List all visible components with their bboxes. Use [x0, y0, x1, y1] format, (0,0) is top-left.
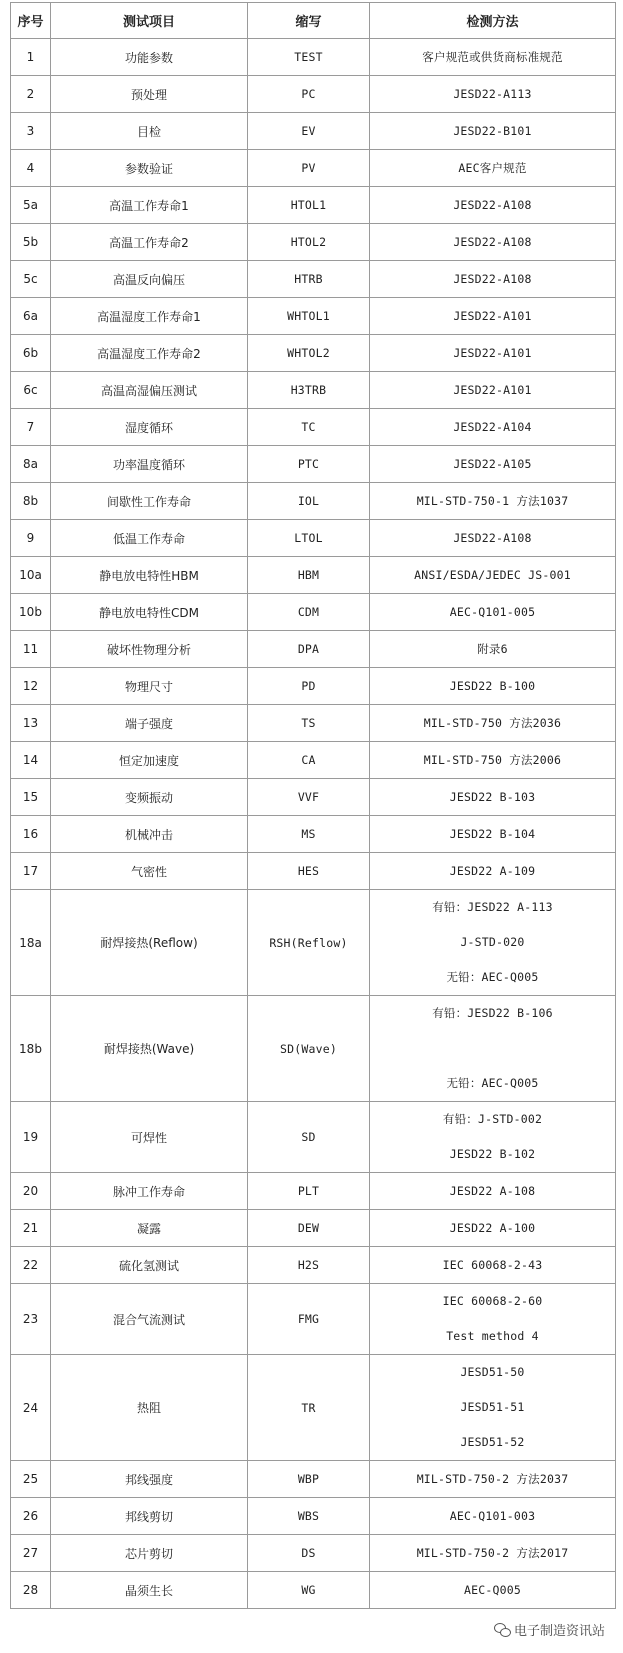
table-body	[11, 39, 616, 1609]
test-item-abbr: RSH(Reflow)	[248, 890, 370, 996]
row-number: 7	[11, 409, 51, 446]
test-method-line: Test method 4	[446, 1329, 539, 1343]
table-row	[11, 372, 616, 409]
test-item-name: 高温工作寿命1	[51, 187, 248, 224]
test-item-name: 变频振动	[51, 779, 248, 816]
watermark-text: 电子制造资讯站	[513, 1624, 605, 1639]
test-item-abbr: HBM	[248, 557, 370, 594]
test-item-abbr: TEST	[248, 39, 370, 76]
test-item-abbr: HTRB	[248, 261, 370, 298]
test-method: 附录6	[370, 631, 616, 668]
test-method-line: 无铅：AEC-Q005	[446, 1076, 539, 1090]
test-method-cell	[370, 996, 616, 1102]
test-item-abbr: HTOL1	[248, 187, 370, 224]
test-item-name: 硫化氢测试	[51, 1247, 248, 1284]
header-no: 序号	[11, 3, 51, 39]
row-number: 6b	[11, 335, 51, 372]
test-method: JESD22-A108	[370, 187, 616, 224]
table-row	[11, 1355, 616, 1461]
table-row	[11, 187, 616, 224]
row-number: 16	[11, 816, 51, 853]
test-method: AEC客户规范	[370, 150, 616, 187]
table-row	[11, 779, 616, 816]
test-method-line: JESD51-50	[460, 1365, 525, 1379]
table-row	[11, 1461, 616, 1498]
test-item-name: 湿度循环	[51, 409, 248, 446]
test-item-name: 混合气流测试	[51, 1284, 248, 1355]
test-method: JESD22 B-103	[370, 779, 616, 816]
test-item-name: 耐焊接热(Reflow)	[51, 890, 248, 996]
test-item-abbr: WG	[248, 1572, 370, 1609]
table-row	[11, 1498, 616, 1535]
test-item-name: 晶须生长	[51, 1572, 248, 1609]
test-method-line: 有铅：JESD22 A-113	[432, 900, 553, 914]
row-number: 3	[11, 113, 51, 150]
test-method: AEC-Q101-005	[370, 594, 616, 631]
test-method-line: JESD22 B-102	[449, 1147, 536, 1161]
test-item-name: 预处理	[51, 76, 248, 113]
row-number: 18b	[11, 996, 51, 1102]
table-row	[11, 594, 616, 631]
watermark	[490, 1618, 609, 1641]
test-method: JESD22-B101	[370, 113, 616, 150]
test-item-name: 功率温度循环	[51, 446, 248, 483]
test-method: JESD22-A105	[370, 446, 616, 483]
test-item-abbr: EV	[248, 113, 370, 150]
row-number: 18a	[11, 890, 51, 996]
table-row	[11, 446, 616, 483]
table-row	[11, 705, 616, 742]
test-method: IEC 60068-2-43	[370, 1247, 616, 1284]
table-row	[11, 890, 616, 996]
test-item-abbr: PLT	[248, 1173, 370, 1210]
test-item-abbr: CA	[248, 742, 370, 779]
row-number: 13	[11, 705, 51, 742]
test-item-name: 高温湿度工作寿命2	[51, 335, 248, 372]
test-item-name: 端子强度	[51, 705, 248, 742]
test-item-name: 目检	[51, 113, 248, 150]
test-item-abbr: MS	[248, 816, 370, 853]
table-row	[11, 1284, 616, 1355]
test-item-name: 耐焊接热(Wave)	[51, 996, 248, 1102]
test-method: MIL-STD-750 方法2006	[370, 742, 616, 779]
test-item-abbr: HTOL2	[248, 224, 370, 261]
test-item-abbr: PD	[248, 668, 370, 705]
table-row	[11, 996, 616, 1102]
test-method: MIL-STD-750-2 方法2017	[370, 1535, 616, 1572]
test-method: MIL-STD-750-2 方法2037	[370, 1461, 616, 1498]
row-number: 5c	[11, 261, 51, 298]
row-number: 15	[11, 779, 51, 816]
test-method-cell	[370, 1102, 616, 1173]
test-item-name: 芯片剪切	[51, 1535, 248, 1572]
table-row	[11, 1102, 616, 1173]
test-method: JESD22-A108	[370, 261, 616, 298]
test-method: JESD22-A108	[370, 224, 616, 261]
test-item-abbr: TR	[248, 1355, 370, 1461]
row-number: 8b	[11, 483, 51, 520]
test-method: JESD22 A-109	[370, 853, 616, 890]
table-row	[11, 261, 616, 298]
table-row	[11, 39, 616, 76]
test-method: JESD22-A108	[370, 520, 616, 557]
row-number: 10b	[11, 594, 51, 631]
table-row	[11, 335, 616, 372]
table-row	[11, 742, 616, 779]
test-method: 客户规范或供货商标准规范	[370, 39, 616, 76]
test-item-abbr: WHTOL1	[248, 298, 370, 335]
table-row	[11, 1210, 616, 1247]
test-method-line	[370, 1031, 615, 1066]
test-method-line: IEC 60068-2-60	[442, 1294, 543, 1308]
row-number: 21	[11, 1210, 51, 1247]
table-row	[11, 1247, 616, 1284]
test-item-abbr: VVF	[248, 779, 370, 816]
test-item-name: 热阻	[51, 1355, 248, 1461]
table-row	[11, 150, 616, 187]
row-number: 6c	[11, 372, 51, 409]
table-row	[11, 557, 616, 594]
test-item-name: 高温工作寿命2	[51, 224, 248, 261]
row-number: 1	[11, 39, 51, 76]
test-item-name: 恒定加速度	[51, 742, 248, 779]
test-item-name: 物理尺寸	[51, 668, 248, 705]
row-number: 19	[11, 1102, 51, 1173]
table-row	[11, 668, 616, 705]
test-item-abbr: H3TRB	[248, 372, 370, 409]
table-row	[11, 520, 616, 557]
test-item-name: 间歇性工作寿命	[51, 483, 248, 520]
test-item-abbr: IOL	[248, 483, 370, 520]
test-method-line: 有铅：JESD22 B-106	[432, 1006, 553, 1020]
test-item-name: 静电放电特性CDM	[51, 594, 248, 631]
row-number: 11	[11, 631, 51, 668]
test-item-abbr: TS	[248, 705, 370, 742]
test-item-abbr: SD	[248, 1102, 370, 1173]
test-method-line: 无铅：AEC-Q005	[446, 970, 539, 984]
table-row	[11, 1572, 616, 1609]
table-row	[11, 224, 616, 261]
test-method: JESD22-A104	[370, 409, 616, 446]
test-method: AEC-Q005	[370, 1572, 616, 1609]
row-number: 6a	[11, 298, 51, 335]
test-method: AEC-Q101-003	[370, 1498, 616, 1535]
row-number: 25	[11, 1461, 51, 1498]
row-number: 2	[11, 76, 51, 113]
test-item-abbr: HES	[248, 853, 370, 890]
test-method-line: JESD51-52	[460, 1435, 525, 1449]
test-method-cell	[370, 890, 616, 996]
test-method: JESD22-A101	[370, 298, 616, 335]
row-number: 5b	[11, 224, 51, 261]
table-row	[11, 76, 616, 113]
row-number: 28	[11, 1572, 51, 1609]
row-number: 4	[11, 150, 51, 187]
test-item-abbr: WBS	[248, 1498, 370, 1535]
test-method-cell	[370, 1284, 616, 1355]
test-item-name: 高温反向偏压	[51, 261, 248, 298]
test-item-name: 低温工作寿命	[51, 520, 248, 557]
row-number: 5a	[11, 187, 51, 224]
test-method-line: JESD51-51	[460, 1400, 525, 1414]
row-number: 26	[11, 1498, 51, 1535]
test-item-abbr: CDM	[248, 594, 370, 631]
test-item-abbr: DEW	[248, 1210, 370, 1247]
test-item-abbr: WHTOL2	[248, 335, 370, 372]
test-method: JESD22 A-100	[370, 1210, 616, 1247]
test-method: JESD22 B-104	[370, 816, 616, 853]
test-item-abbr: TC	[248, 409, 370, 446]
row-number: 12	[11, 668, 51, 705]
test-item-abbr: FMG	[248, 1284, 370, 1355]
row-number: 23	[11, 1284, 51, 1355]
test-method: JESD22 B-100	[370, 668, 616, 705]
test-item-name: 脉冲工作寿命	[51, 1173, 248, 1210]
table-row	[11, 631, 616, 668]
table-row	[11, 1173, 616, 1210]
test-item-abbr: DS	[248, 1535, 370, 1572]
header-row	[11, 3, 616, 39]
test-method: JESD22-A101	[370, 372, 616, 409]
test-item-abbr: PV	[248, 150, 370, 187]
row-number: 9	[11, 520, 51, 557]
row-number: 20	[11, 1173, 51, 1210]
test-item-name: 凝露	[51, 1210, 248, 1247]
test-method: JESD22-A101	[370, 335, 616, 372]
test-item-name: 气密性	[51, 853, 248, 890]
table-row	[11, 816, 616, 853]
test-method: MIL-STD-750 方法2036	[370, 705, 616, 742]
test-item-name: 邦线强度	[51, 1461, 248, 1498]
row-number: 27	[11, 1535, 51, 1572]
table-header	[11, 3, 616, 39]
test-method: MIL-STD-750-1 方法1037	[370, 483, 616, 520]
test-item-name: 静电放电特性HBM	[51, 557, 248, 594]
table-row	[11, 483, 616, 520]
test-item-name: 可焊性	[51, 1102, 248, 1173]
test-item-name: 破坏性物理分析	[51, 631, 248, 668]
row-number: 24	[11, 1355, 51, 1461]
test-method: JESD22 A-108	[370, 1173, 616, 1210]
test-method-line: 有铅：J-STD-002	[442, 1112, 543, 1126]
test-item-abbr: WBP	[248, 1461, 370, 1498]
test-item-name: 高温湿度工作寿命1	[51, 298, 248, 335]
row-number: 22	[11, 1247, 51, 1284]
header-abbr: 缩写	[248, 3, 370, 39]
table-row	[11, 853, 616, 890]
test-item-abbr: SD(Wave)	[248, 996, 370, 1102]
row-number: 17	[11, 853, 51, 890]
table-row	[11, 298, 616, 335]
header-method: 检测方法	[370, 3, 616, 39]
test-item-name: 功能参数	[51, 39, 248, 76]
header-item: 测试项目	[51, 3, 248, 39]
test-item-abbr: DPA	[248, 631, 370, 668]
table-row	[11, 409, 616, 446]
row-number: 14	[11, 742, 51, 779]
test-method: ANSI/ESDA/JEDEC JS-001	[370, 557, 616, 594]
test-item-abbr: LTOL	[248, 520, 370, 557]
row-number: 8a	[11, 446, 51, 483]
row-number: 10a	[11, 557, 51, 594]
test-item-name: 参数验证	[51, 150, 248, 187]
wechat-icon	[494, 1622, 510, 1638]
test-method-cell	[370, 1355, 616, 1461]
test-item-name: 邦线剪切	[51, 1498, 248, 1535]
test-method: JESD22-A113	[370, 76, 616, 113]
test-items-table	[10, 2, 616, 1609]
test-item-abbr: PC	[248, 76, 370, 113]
test-item-name: 机械冲击	[51, 816, 248, 853]
test-method-line: J-STD-020	[460, 935, 525, 949]
test-item-abbr: PTC	[248, 446, 370, 483]
table-row	[11, 1535, 616, 1572]
test-item-abbr: H2S	[248, 1247, 370, 1284]
table-row	[11, 113, 616, 150]
test-item-name: 高温高湿偏压测试	[51, 372, 248, 409]
